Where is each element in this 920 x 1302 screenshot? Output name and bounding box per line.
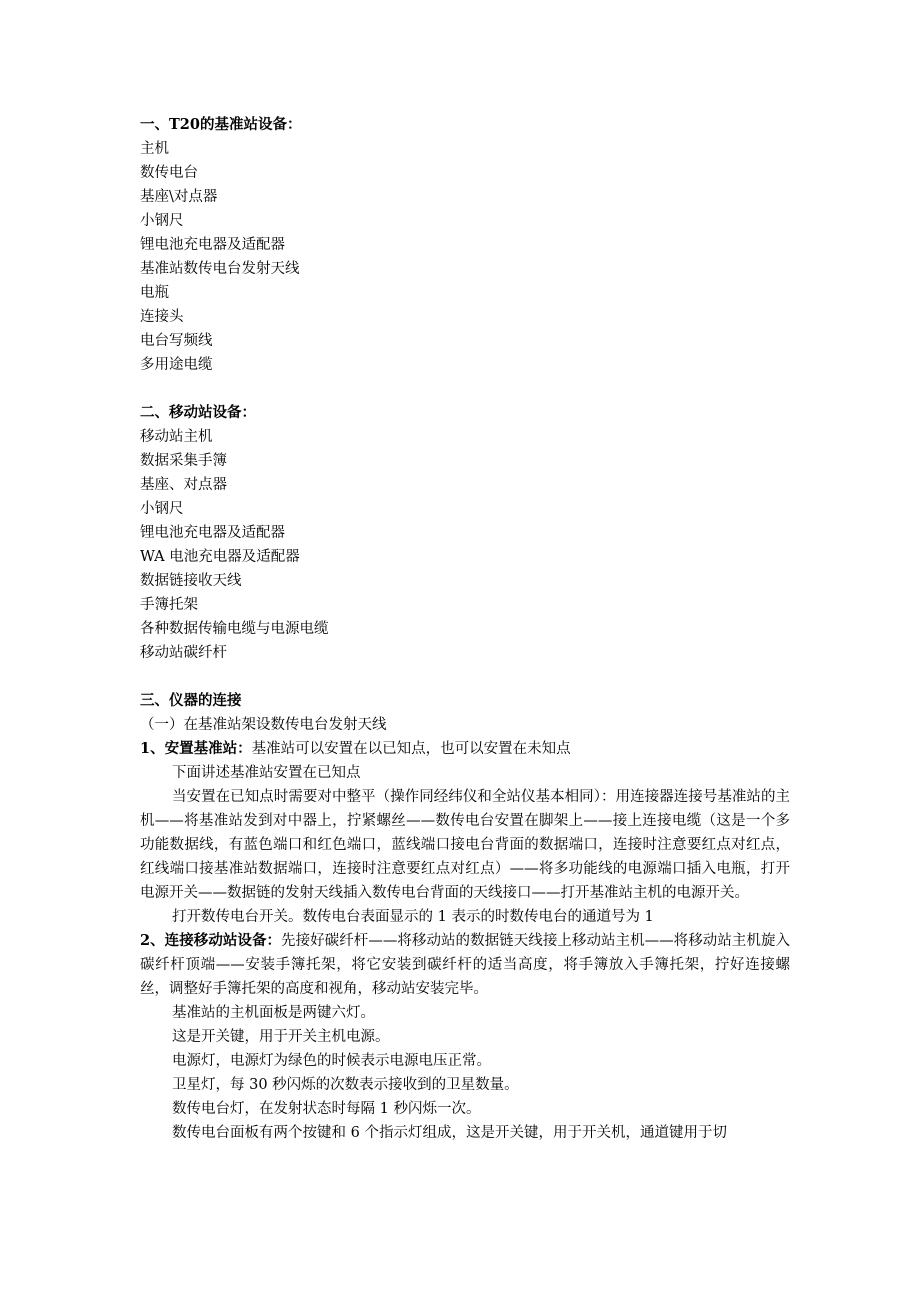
list-item: 基座\对点器 [140, 189, 218, 205]
list-item: 小钢尺 [140, 213, 184, 229]
section1-list [140, 137, 790, 377]
list-item: 手簿托架 [140, 597, 198, 613]
section-gap [140, 377, 790, 401]
section2-heading: 二、移动站设备： [140, 404, 256, 421]
list-item: 移动站主机 [140, 429, 213, 445]
note-line: 卫星灯，每 30 秒闪烁的次数表示接收到的卫星数量。 [172, 1077, 519, 1093]
list-item: 基准站数传电台发射天线 [140, 261, 300, 277]
list-item: 数据链接收天线 [140, 573, 242, 589]
step1-paragraph-2: 打开数传电台开关。数传电台表面显示的 1 表示的时数传电台的通道号为 1 [172, 909, 654, 925]
note-line: 这是开关键，用于开关主机电源。 [172, 1029, 390, 1045]
list-item: 锂电池充电器及适配器 [140, 525, 285, 541]
list-item: 电瓶 [140, 285, 169, 301]
note-line: 数传电台面板有两个按键和 6 个指示灯组成，这是开关键，用于开关机，通道键用于切 [172, 1125, 727, 1141]
section-gap [140, 665, 790, 689]
list-item: WA 电池充电器及适配器 [140, 549, 300, 565]
note-line: 基准站的主机面板是两键六灯。 [172, 1005, 375, 1021]
step1-text: 基准站可以安置在以已知点，也可以安置在未知点 [251, 741, 571, 757]
list-item: 数传电台 [140, 165, 198, 181]
step1-note: 下面讲述基准站安置在已知点 [172, 765, 361, 781]
list-item: 各种数据传输电缆与电源电缆 [140, 621, 329, 637]
note-line: 电源灯，电源灯为绿色的时候表示电源电压正常。 [172, 1053, 491, 1069]
step1-label: 1、安置基准站： [140, 740, 252, 757]
step1-paragraph: 当安置在已知点时需要对中整平（操作同经纬仪和全站仪基本相同）：用连接器连接号基准站的主机——将基准站发到对中器上，拧紧螺丝——数传电台安置在脚架上——接上连接电缆（这是一个多功能数据线，有蓝色端口和红色端口，蓝线端口接电台背面的数据端口，连接时注意要红点对红点，红线端口接基准站数据端口，连接时注意要红点对红点）——将多功能线的电源端口插入电瓶，打开电源开关——数据链的发射天线插入数传电台背面的天线接口——打开基准站主机的电源开关。 [140, 789, 790, 901]
step2-text: 先接好碳纤杆——将移动站的数据链天线接上移动站主机——将移动站主机旋入碳纤杆顶端——安装手簿托架，将它安装到碳纤杆的适当高度，将手簿放入手簿托架，拧好连接螺丝，调整好手簿托架的高度和视角，移动站安装完毕。 [140, 933, 790, 997]
list-item: 数据采集手簿 [140, 453, 227, 469]
step2-paragraph [140, 929, 790, 1001]
section3-heading: 三、仪器的连接 [140, 692, 242, 709]
step1-line [140, 737, 790, 761]
list-item: 锂电池充电器及适配器 [140, 237, 285, 253]
step2-label: 2、连接移动站设备： [140, 932, 282, 949]
list-item: 多用途电缆 [140, 357, 213, 373]
list-item: 移动站碳纤杆 [140, 645, 227, 661]
section1-heading: 一、T20的基准站设备： [140, 116, 302, 133]
note-line: 数传电台灯，在发射状态时每隔 1 秒闪烁一次。 [172, 1101, 481, 1117]
list-item: 主机 [140, 141, 169, 157]
list-item: 基座、对点器 [140, 477, 227, 493]
document-content [140, 113, 790, 1145]
list-item: 小钢尺 [140, 501, 184, 517]
list-item: 电台写频线 [140, 333, 213, 349]
section2-list [140, 425, 790, 665]
section3-subheading: （一）在基准站架设数传电台发射天线 [140, 717, 387, 733]
list-item: 连接头 [140, 309, 184, 325]
